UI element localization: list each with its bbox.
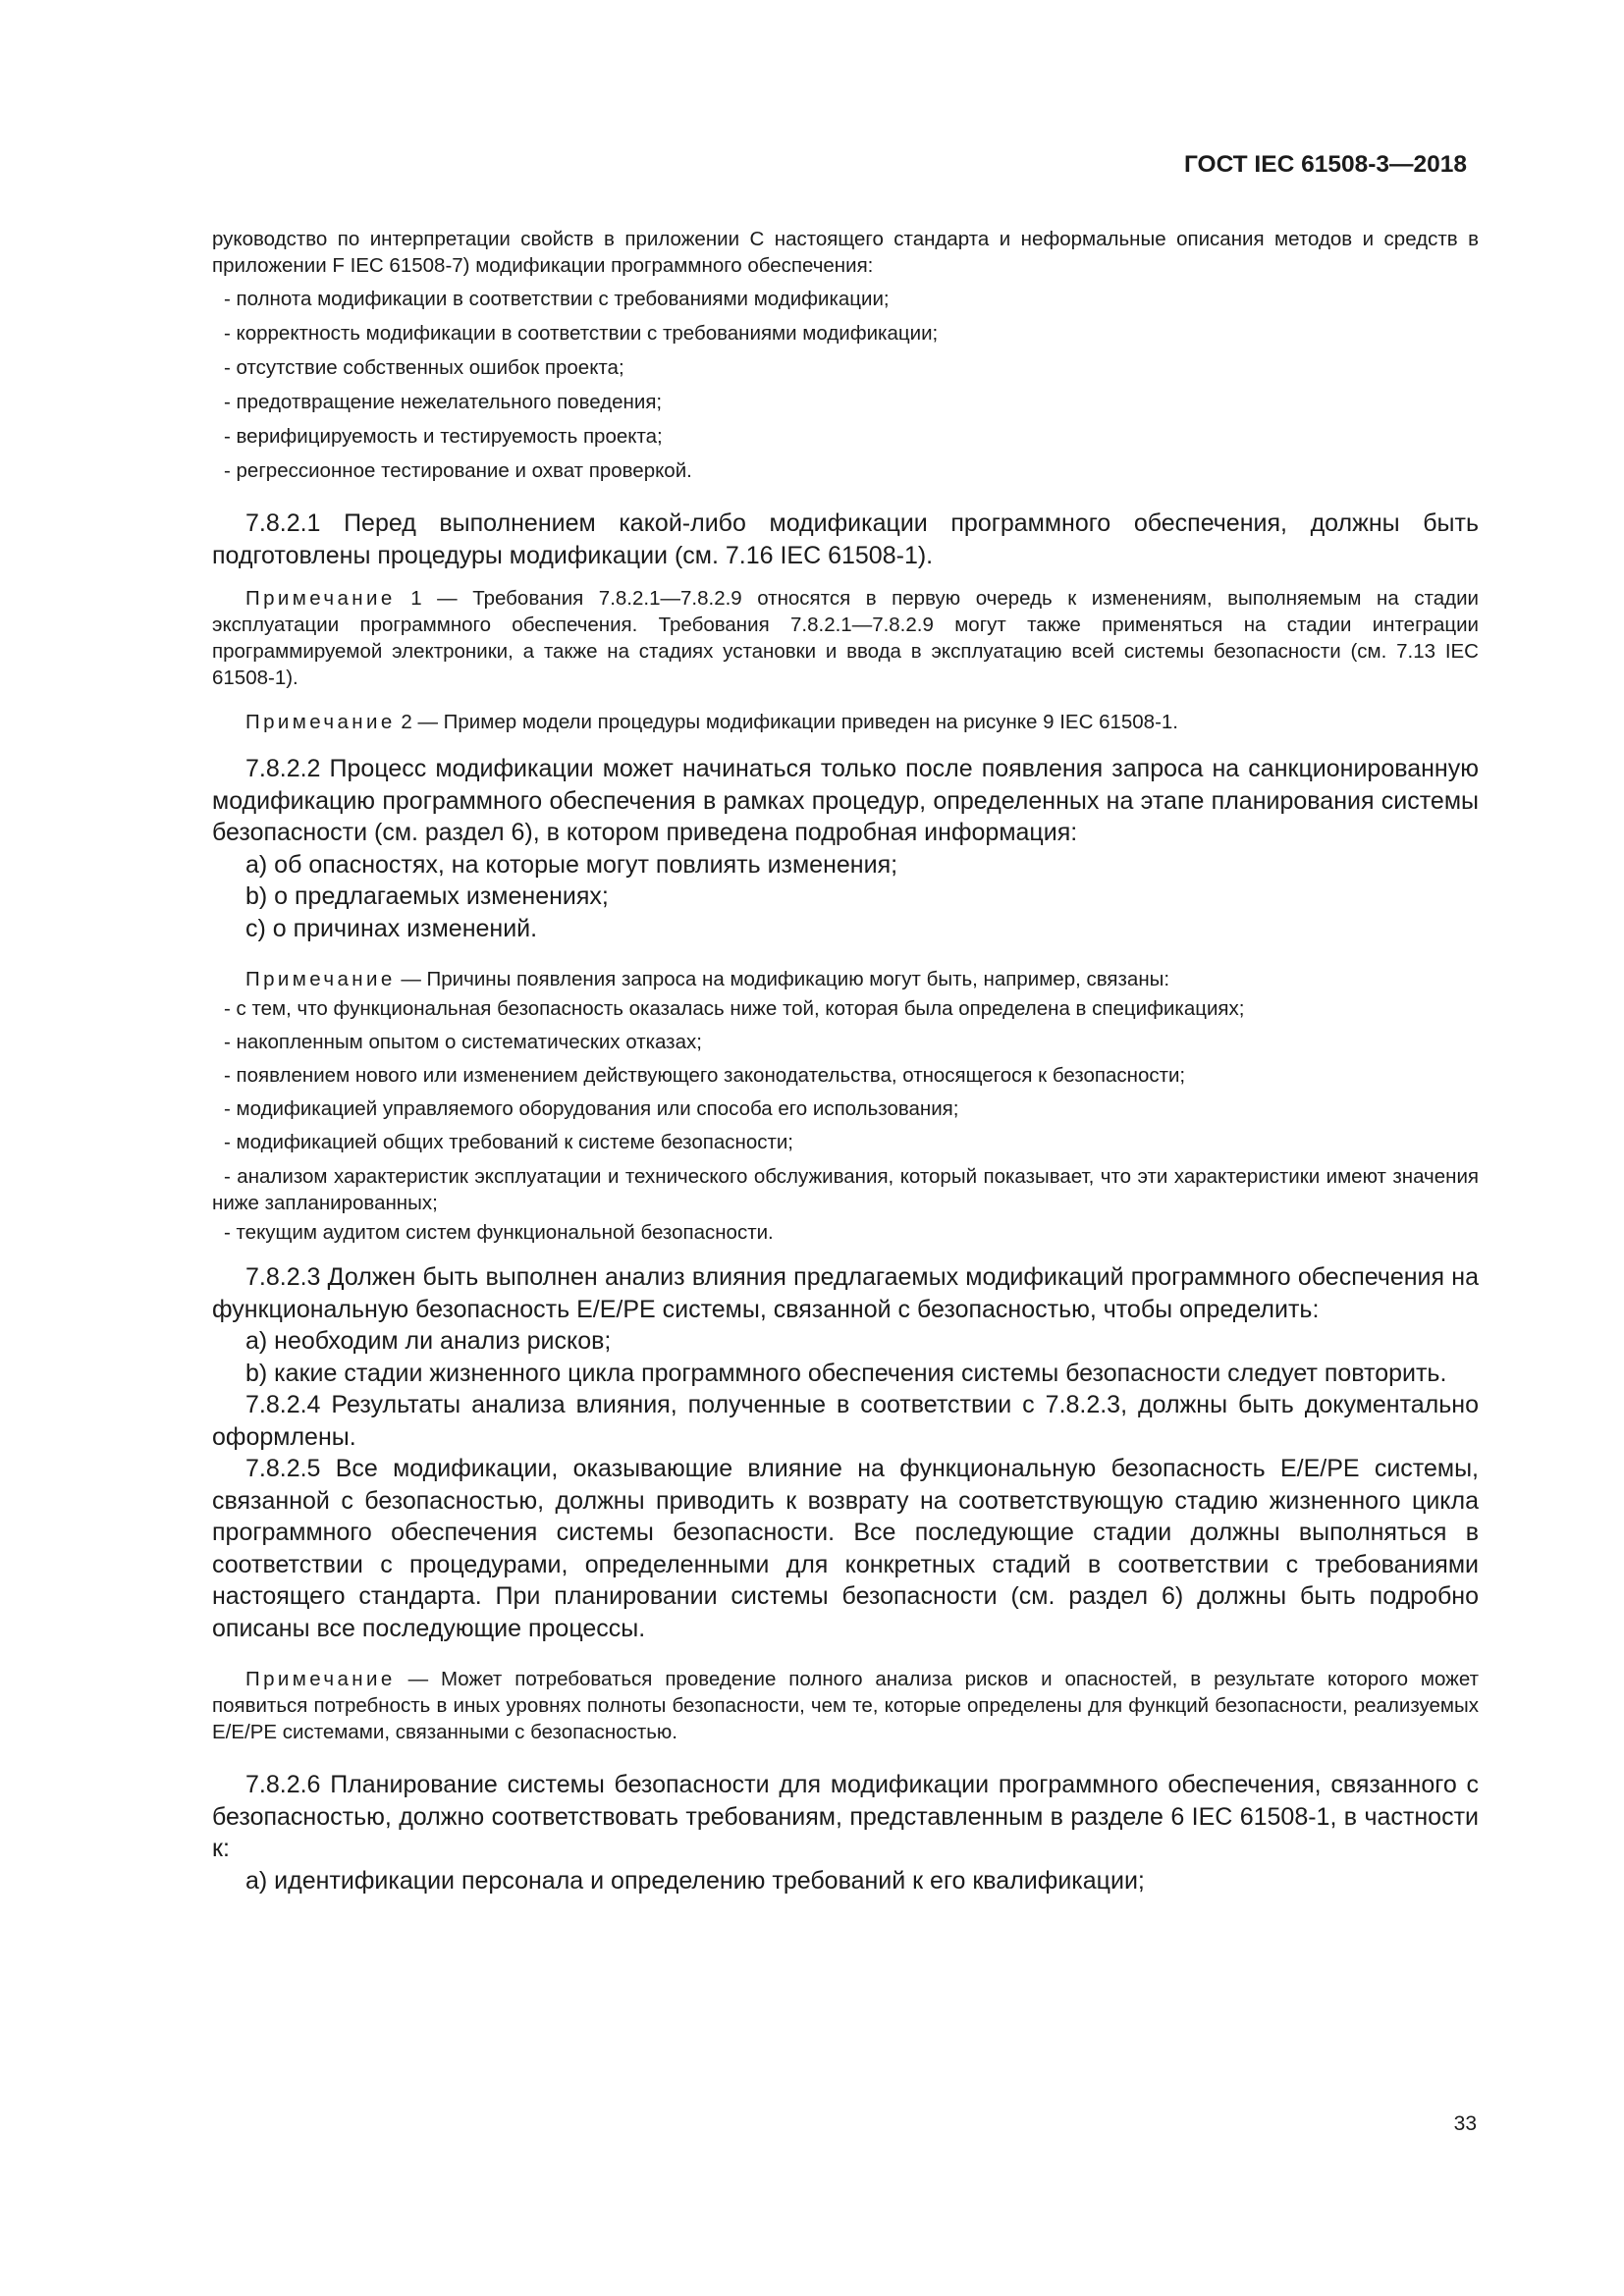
note-text: — Причины появления запроса на модификацию могут быть, например, связаны: (395, 968, 1170, 990)
list-item: - регрессионное тестирование и охват проверкой. (224, 459, 692, 482)
clause-7825: 7.8.2.5 Все модификации, оказывающие влияние на функциональную безопасность Е/Е/РЕ системы, связанной с безопасностью, должны приводить к возврату на соответствующую стадию жизненного цикла программного обеспечения системы безопасности. Все последующие стадии должны выполняться в соответствии с процедурами, определенными для конкретных стадий в соответствии с требованиями настоящего стандарта. При планировании системы безопасности (см. раздел 6) должны быть подробно описаны все последующие процессы. (212, 1455, 1479, 1642)
page-content (212, 226, 1479, 1896)
note-label: Примечание (245, 711, 396, 733)
list-item: b) какие стадии жизненного цикла программного обеспечения системы безопасности следует повторить. (245, 1359, 1447, 1387)
note-label: Примечание (245, 587, 396, 610)
note-2 (212, 709, 1479, 735)
clause-7826: 7.8.2.6 Планирование системы безопасности для модификации программного обеспечения, связанного с безопасностью, должно соответствовать требованиям, представленным в разделе 6 IEC 61508-1, в частности к: (212, 1771, 1479, 1862)
list-item: a) необходим ли анализ рисков; (245, 1327, 612, 1355)
clause-7826-list (212, 1865, 1479, 1897)
standard-header: ГОСТ IEC 61508-3—2018 (1183, 151, 1467, 178)
clause-7824: 7.8.2.4 Результаты анализа влияния, полученные в соответствии с 7.8.2.3, должны быть документально оформлены. (212, 1391, 1479, 1451)
note-4 (212, 1666, 1479, 1745)
list-item: - модификацией общих требований к системе безопасности; (224, 1131, 794, 1153)
clause-7823: 7.8.2.3 Должен быть выполнен анализ влияния предлагаемых модификаций программного обеспечения на функциональную безопасность Е/Е/РЕ системы, связанной с безопасностью, чтобы определить: (212, 1263, 1479, 1323)
list-item: - предотвращение нежелательного поведения; (224, 391, 663, 413)
note-label: Примечание (245, 1668, 396, 1690)
list-item: a) об опасностях, на которые могут повлиять изменения; (245, 850, 898, 879)
list-item: c) о причинах изменений. (245, 914, 538, 942)
list-item: - анализом характеристик эксплуатации и технического обслуживания, который показывает, что эти характеристики имеют значения ниже запланированных; (212, 1165, 1479, 1214)
list-item: - с тем, что функциональная безопасность оказалась ниже той, которая была определена в спецификациях; (224, 997, 1245, 1020)
list-item: - появлением нового или изменением действующего законодательства, относящегося к безопасности; (224, 1064, 1186, 1087)
list-item: - полнота модификации в соответствии с требованиями модификации; (224, 288, 890, 310)
note-3-list (212, 992, 1479, 1250)
intro-list (212, 282, 1479, 488)
clause-7823-list (212, 1325, 1479, 1389)
clause-7821: 7.8.2.1 Перед выполнением какой-либо модификации программного обеспечения, должны быть подготовлены процедуры модификации (см. 7.16 IEC 61508-1). (212, 509, 1479, 569)
page-number: 33 (1453, 2112, 1477, 2135)
note-text: — Может потребоваться проведение полного анализа рисков и опасностей, в результате которого может появиться потребность в иных уровнях полноты безопасности, чем те, которые определены для функций безопасности, реализуемых Е/Е/РЕ системами, связанными с безопасностью. (212, 1668, 1479, 1743)
list-item: - верифицируемость и тестируемость проекта; (224, 425, 663, 448)
list-item: a) идентификации персонала и определению требований к его квалификации; (245, 1866, 1145, 1895)
list-item: - корректность модификации в соответствии с требованиями модификации; (224, 322, 939, 345)
list-item: - модификацией управляемого оборудования или способа его использования; (224, 1097, 959, 1120)
note-1 (212, 585, 1479, 691)
list-item: b) о предлагаемых изменениях; (245, 882, 609, 910)
list-item: - отсутствие собственных ошибок проекта; (224, 356, 624, 379)
clause-7822-list (212, 849, 1479, 945)
intro-paragraph: руководство по интерпретации свойств в приложении С настоящего стандарта и неформальные описания методов и средств в приложении F IEC 61508-7) модификации программного обеспечения: (212, 228, 1479, 277)
list-item: - накопленным опытом о систематических отказах; (224, 1031, 702, 1053)
note-text: 2 — Пример модели процедуры модификации приведен на рисунке 9 IEC 61508-1. (395, 711, 1178, 733)
note-label: Примечание (245, 968, 396, 990)
list-item: - текущим аудитом систем функциональной безопасности. (224, 1221, 774, 1244)
note-text: 1 — Требования 7.8.2.1—7.8.2.9 относятся в первую очередь к изменениям, выполняемым на стадии эксплуатации программного обеспечения. Требования 7.8.2.1—7.8.2.9 могут также применяться на стадии интеграции программируемой электроники, а также на стадиях установки и ввода в эксплуатацию всей системы безопасности (см. 7.13 IEC 61508-1). (212, 587, 1479, 689)
note-3 (212, 966, 1479, 992)
clause-7822: 7.8.2.2 Процесс модификации может начинаться только после появления запроса на санкционированную модификацию программного обеспечения в рамках процедур, определенных на этапе планирования системы безопасности (см. раздел 6), в котором приведена подробная информация: (212, 755, 1479, 846)
